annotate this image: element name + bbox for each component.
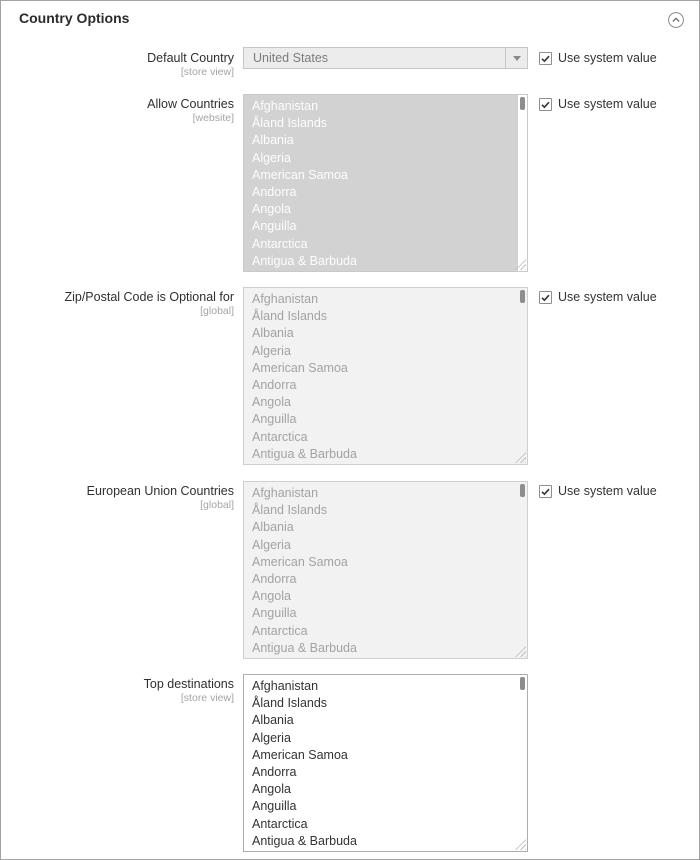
country-option: Angola bbox=[252, 202, 291, 217]
use-system-value-checkbox-default-country[interactable]: Use system value bbox=[539, 51, 657, 65]
use-system-value-checkbox-eu-countries[interactable]: Use system value bbox=[539, 484, 657, 498]
country-option: American Samoa bbox=[252, 167, 348, 182]
top-destinations-label: Top destinations bbox=[143, 677, 234, 691]
field-row-zip-postal-optional bbox=[1, 287, 699, 465]
zip-postal-optional-multiselect[interactable] bbox=[243, 287, 528, 465]
country-option: Antigua & Barbuda bbox=[252, 640, 357, 655]
use-system-value-checkbox-zip-postal[interactable]: Use system value bbox=[539, 290, 657, 304]
country-option: Anguilla bbox=[252, 219, 297, 234]
eu-countries-label: European Union Countries bbox=[86, 484, 234, 498]
country-option: Afghanistan bbox=[252, 99, 319, 113]
collapse-section-button[interactable] bbox=[665, 9, 687, 31]
country-option: Antigua & Barbuda bbox=[252, 253, 357, 268]
country-option: Antarctica bbox=[252, 623, 308, 638]
default-country-scope: [store view] bbox=[180, 66, 234, 78]
country-option: Afghanistan bbox=[252, 292, 319, 306]
country-option: Albania bbox=[252, 326, 294, 341]
country-option[interactable]: Albania bbox=[252, 713, 294, 728]
top-destinations-scope: [store view] bbox=[180, 692, 234, 704]
country-option: Andorra bbox=[252, 572, 297, 587]
country-option[interactable]: Afghanistan bbox=[252, 679, 319, 693]
field-row-eu-countries bbox=[1, 481, 699, 659]
checkbox-checked-icon bbox=[539, 98, 552, 111]
field-row-top-destinations bbox=[1, 674, 699, 852]
chevron-up-circle-icon bbox=[667, 17, 685, 32]
country-option: Åland Islands bbox=[252, 503, 328, 518]
country-option: Åland Islands bbox=[252, 309, 328, 324]
checkbox-checked-icon bbox=[539, 485, 552, 498]
scrollbar-thumb[interactable] bbox=[520, 484, 525, 497]
scrollbar-thumb[interactable] bbox=[520, 97, 525, 110]
top-destinations-multiselect[interactable] bbox=[243, 674, 528, 852]
country-option: Algeria bbox=[252, 150, 291, 165]
country-option: Albania bbox=[252, 133, 294, 148]
country-option[interactable]: American Samoa bbox=[252, 747, 348, 762]
use-system-value-checkbox-allow-countries[interactable]: Use system value bbox=[539, 97, 657, 111]
country-option: Andorra bbox=[252, 185, 297, 200]
country-option: Åland Islands bbox=[252, 116, 328, 131]
country-option: Andorra bbox=[252, 378, 297, 393]
country-option: Antarctica bbox=[252, 429, 308, 444]
allow-countries-multiselect[interactable] bbox=[243, 94, 528, 272]
country-option[interactable]: Antarctica bbox=[252, 816, 308, 831]
default-country-label: Default Country bbox=[147, 51, 234, 65]
country-option: Afghanistan bbox=[252, 486, 319, 500]
scrollbar-thumb[interactable] bbox=[520, 290, 525, 303]
country-option: American Samoa bbox=[252, 554, 348, 569]
default-country-selected-value: United States bbox=[253, 51, 329, 65]
eu-countries-scope: [global] bbox=[200, 499, 234, 511]
country-option: Algeria bbox=[252, 537, 291, 552]
page-title: Country Options bbox=[19, 10, 130, 26]
allow-countries-scope: [website] bbox=[192, 112, 234, 124]
country-option: Angola bbox=[252, 589, 291, 604]
checkbox-checked-icon bbox=[539, 52, 552, 65]
default-country-select[interactable] bbox=[243, 47, 528, 69]
country-option[interactable]: Algeria bbox=[252, 730, 291, 745]
zip-postal-optional-label: Zip/Postal Code is Optional for bbox=[64, 290, 234, 304]
country-option[interactable]: Åland Islands bbox=[252, 696, 328, 711]
country-option: Albania bbox=[252, 520, 294, 535]
eu-countries-multiselect[interactable] bbox=[243, 481, 528, 659]
country-option: American Samoa bbox=[252, 360, 348, 375]
country-option: Anguilla bbox=[252, 606, 297, 621]
country-option: Angola bbox=[252, 395, 291, 410]
country-option: Algeria bbox=[252, 343, 291, 358]
field-row-allow-countries bbox=[1, 94, 699, 272]
chevron-down-icon bbox=[505, 48, 527, 68]
allow-countries-label: Allow Countries bbox=[147, 97, 234, 111]
country-option[interactable]: Andorra bbox=[252, 765, 297, 780]
checkbox-checked-icon bbox=[539, 291, 552, 304]
scrollbar-thumb[interactable] bbox=[520, 677, 525, 690]
country-option: Anguilla bbox=[252, 412, 297, 427]
field-row-default-country bbox=[1, 47, 699, 78]
country-option[interactable]: Angola bbox=[252, 782, 291, 797]
country-option: Antigua & Barbuda bbox=[252, 446, 357, 461]
country-option[interactable]: Antigua & Barbuda bbox=[252, 833, 357, 848]
country-options-form bbox=[1, 31, 699, 852]
zip-postal-optional-scope: [global] bbox=[200, 305, 234, 317]
country-option[interactable]: Anguilla bbox=[252, 799, 297, 814]
panel-header bbox=[1, 1, 699, 31]
country-option: Antarctica bbox=[252, 236, 308, 251]
